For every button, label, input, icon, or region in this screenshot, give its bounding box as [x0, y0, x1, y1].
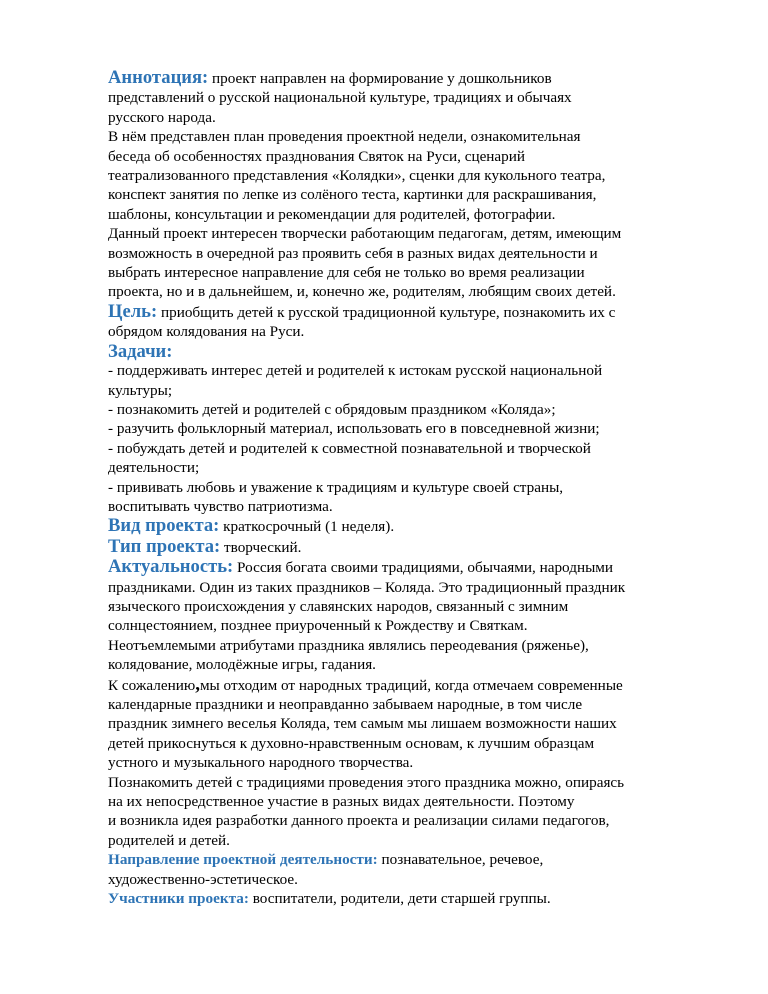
- direction-section: [108, 850, 712, 889]
- task-line: деятельности;: [108, 459, 200, 477]
- type-value: творческий.: [223, 538, 302, 556]
- paragraph-line: шаблоны, консультации и рекомендации для родителей, фотографии.: [108, 205, 556, 223]
- paragraph-line: родителей и детей.: [108, 831, 230, 849]
- direction-first-line: [108, 850, 712, 869]
- paragraph-line: Данный проект интересен творчески работающим педагогам, детям, имеющим: [108, 225, 622, 243]
- task-line: воспитывать чувство патриотизма.: [108, 497, 333, 515]
- kind-value: краткосрочный (1 неделя).: [223, 518, 395, 536]
- participants-line: [108, 889, 712, 908]
- paragraph-line: детей прикоснуться к духовно-нравственным основам, к лучшим образцам: [108, 734, 595, 752]
- regret-line: [108, 675, 712, 695]
- kind-line: [108, 516, 712, 536]
- annotation-first-line: [108, 68, 712, 88]
- type-line: [108, 537, 712, 557]
- paragraph-line: и возникла идея разработки данного проекта и реализации силами педагогов,: [108, 812, 610, 830]
- relevance-heading: Актуальность:: [108, 556, 234, 578]
- paragraph-line: праздниками. Один из таких праздников – Коляда. Это традиционный праздник: [108, 578, 626, 596]
- task-line: - познакомить детей и родителей с обрядовым праздником «Коляда»;: [108, 400, 556, 418]
- paragraph-line: В нём представлен план проведения проектной недели, ознакомительная: [108, 128, 581, 146]
- task-line: - побуждать детей и родителей к совместной познавательной и творческой: [108, 439, 591, 457]
- regret-start: К сожалению: [108, 676, 196, 694]
- paragraph-line: обрядом колядования на Руси.: [108, 323, 305, 341]
- document-page: [108, 68, 712, 908]
- goal-heading: Цель:: [108, 300, 158, 322]
- relevance-section: [108, 557, 712, 850]
- goal-first-line: [108, 302, 712, 322]
- annotation-first-text: проект направлен на формирование у дошкольников: [212, 70, 552, 87]
- direction-heading: Направление проектной деятельности:: [108, 851, 378, 869]
- task-line: культуры;: [108, 381, 173, 399]
- paragraph-line: солнцестоянием, позднее приуроченный к Рождеству и Святкам.: [108, 617, 528, 635]
- paragraph-line: на их непосредственное участие в разных видах деятельности. Поэтому: [108, 793, 575, 811]
- task-line: - поддерживать интерес детей и родителей к истокам русской национальной: [108, 362, 603, 380]
- paragraph-line: календарные праздники и неоправданно забываем народные, в том числе: [108, 696, 583, 713]
- paragraph-line: русского народа.: [108, 108, 216, 126]
- paragraph-line: выбрать интересное направление для себя не только во время реализации: [108, 264, 585, 282]
- paragraph-line: Неотъемлемыми атрибутами праздника являлись переодевания (ряженье),: [108, 636, 589, 654]
- regret-rest: мы отходим от народных традиций, когда отмечаем современные: [199, 676, 623, 694]
- paragraph-line: праздник зимнего веселья Коляда, тем самым мы лишаем возможности наших: [108, 715, 617, 733]
- tasks-section: [108, 342, 712, 517]
- task-line: - разучить фольклорный материал, использовать его в повседневной жизни;: [108, 420, 600, 438]
- paragraph-line: возможность в очередной раз проявить себя в разных видах деятельности и: [108, 244, 598, 262]
- annotation-section: [108, 68, 712, 302]
- paragraph-line: беседа об особенностях празднования Святок на Руси, сценарий: [108, 147, 526, 165]
- paragraph-line: устного и музыкального народного творчества.: [108, 754, 414, 772]
- participants-heading: Участники проекта:: [108, 890, 249, 908]
- participants-value: воспитатели, родители, дети старшей группы.: [252, 890, 551, 908]
- paragraph-line: проекта, но и в дальнейшем, и, конечно же, родителям, любящим своих детей.: [108, 283, 616, 301]
- paragraph-line: представлений о русской национальной культуре, традициях и обычаях: [108, 89, 572, 107]
- tasks-heading: Задачи:: [108, 340, 173, 362]
- paragraph-line: языческого происхождения у славянских народов, связанный с зимним: [108, 597, 569, 615]
- goal-section: [108, 302, 712, 342]
- regret-comma: ,: [195, 673, 200, 695]
- type-heading: Тип проекта:: [108, 535, 221, 557]
- goal-first-text: приобщить детей к русской традиционной культуре, познакомить их с: [160, 303, 616, 321]
- direction-first-text: познавательное, речевое,: [381, 851, 544, 869]
- paragraph-line: Познакомить детей с традициями проведения этого праздника можно, опираясь: [108, 773, 625, 791]
- kind-heading: Вид проекта:: [108, 515, 220, 537]
- paragraph-line: конспект занятия по лепке из солёного теста, картинки для раскрашивания,: [108, 186, 597, 204]
- paragraph-line: художественно-эстетическое.: [108, 870, 298, 888]
- annotation-heading: Аннотация:: [108, 67, 209, 88]
- task-line: - прививать любовь и уважение к традициям и культуре своей страны,: [108, 478, 564, 496]
- relevance-first-line: [108, 557, 712, 577]
- paragraph-line: колядование, молодёжные игры, гадания.: [108, 656, 376, 674]
- relevance-first-text: Россия богата своими традициями, обычаями, народными: [237, 559, 614, 577]
- paragraph-line: театрализованного представления «Колядки», сценки для кукольного театра,: [108, 167, 606, 185]
